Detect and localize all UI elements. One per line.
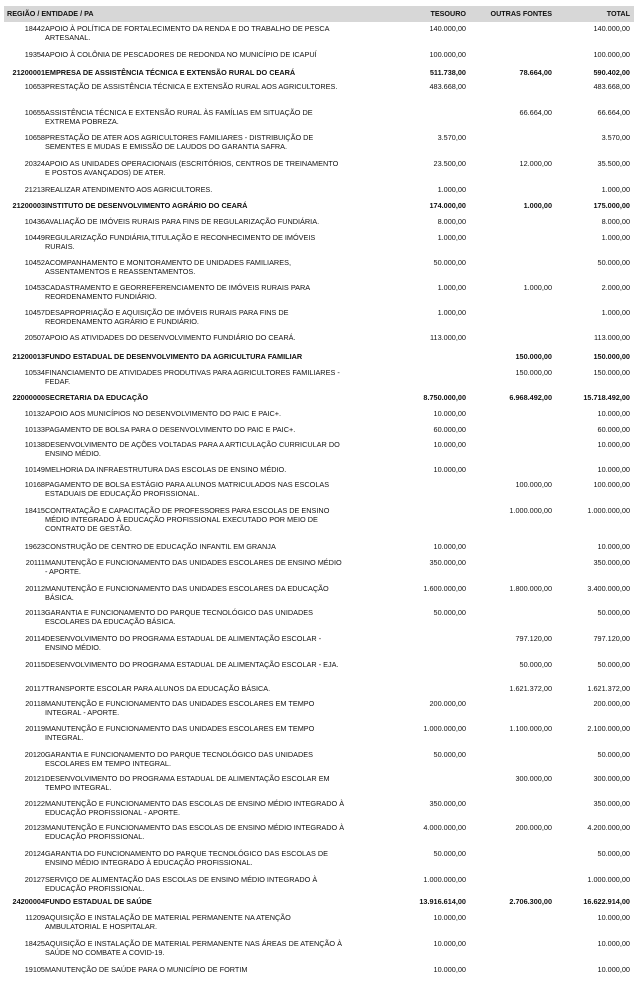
row-total: 50.000,00 [597,608,630,617]
row-description: SECRETARIA DA EDUCAÇÃO [45,393,149,402]
row-code: 20123 [24,823,45,832]
row-code: 10457 [24,308,45,317]
row-description: PRESTAÇÃO DE ATER AOS AGRICULTORES FAMILIARES - DISTRIBUIÇÃO DE SEMENTES E MUDAS E EMISSÃO DE LAUDOS DO GARANTIA SAFRA. [45,133,314,152]
row-total: 1.000,00 [601,308,630,317]
row-total: 4.200.000,00 [587,823,630,832]
row-code: 10449 [24,233,45,242]
row-code: 10133 [24,425,45,434]
row-description: MANUTENÇÃO E FUNCIONAMENTO DAS UNIDADES ESCOLARES DA EDUCAÇÃO BÁSICA. [45,584,329,603]
header-tesouro: TESOURO [430,9,466,18]
row-total: 50.000,00 [597,660,630,669]
row-description: INSTITUTO DE DESENVOLVIMENTO AGRÁRIO DO CEARÁ [45,201,248,210]
row-code: 20324 [24,159,45,168]
row-total: 2.100.000,00 [587,724,630,733]
row-total: 1.621.372,00 [587,684,630,693]
row-tesouro: 13.916.614,00 [419,897,466,906]
row-code: 20112 [25,584,45,593]
row-tesouro: 1.000,00 [437,185,466,194]
row-total: 1.000,00 [601,233,630,242]
row-total: 10.000,00 [597,440,630,449]
row-description: REALIZAR ATENDIMENTO AOS AGRICULTORES. [45,185,213,194]
row-description: GARANTIA E FUNCIONAMENTO DO PARQUE TECNOLÓGICO DAS UNIDADES ESCOLARES EM TEMPO INTEGRAL. [45,750,313,769]
row-outras-fontes: 66.664,00 [519,108,552,117]
row-code: 21200013 [12,352,45,361]
row-description: APOIO AOS MUNICÍPIOS NO DESENVOLVIMENTO DO PAIC E PAIC+. [45,409,282,418]
row-total: 200.000,00 [593,699,630,708]
row-description: MANUTENÇÃO E FUNCIONAMENTO DAS ESCOLAS DE ENSINO MÉDIO INTEGRADO À EDUCAÇÃO PROFISSIONAL - APORTE. [45,799,345,818]
row-tesouro: 10.000,00 [433,542,466,551]
row-description: MELHORIA DA INFRAESTRUTURA DAS ESCOLAS DE ENSINO MÉDIO. [45,465,287,474]
row-code: 10452 [24,258,45,267]
row-total: 3.400.000,00 [587,584,630,593]
row-total: 140.000,00 [593,24,630,33]
row-total: 50.000,00 [597,750,630,759]
row-tesouro: 10.000,00 [433,465,466,474]
row-tesouro: 10.000,00 [433,965,466,974]
row-tesouro: 1.000,00 [437,233,466,242]
row-code: 21200001 [12,68,45,77]
row-code: 10653 [24,82,45,91]
row-description: DESENVOLVIMENTO DE AÇÕES VOLTADAS PARA A ARTICULAÇÃO CURRICULAR DO ENSINO MÉDIO. [45,440,340,459]
row-tesouro: 113.000,00 [430,333,466,342]
row-tesouro: 50.000,00 [433,608,466,617]
row-total: 35.500,00 [597,159,630,168]
row-tesouro: 140.000,00 [429,24,466,33]
row-description: ACOMPANHAMENTO E MONITORAMENTO DE UNIDADES FAMILIARES, ASSENTAMENTOS E REASSENTAMENTOS. [45,258,291,277]
row-code: 20507 [24,333,45,342]
row-tesouro: 8.000,00 [437,217,466,226]
row-code: 10453 [24,283,45,292]
row-outras-fontes: 1.100.000,00 [509,724,552,733]
row-total: 1.000.000,00 [587,506,630,515]
row-code: 20119 [25,724,45,733]
row-description: DESENVOLVIMENTO DO PROGRAMA ESTADUAL DE ALIMENTAÇÃO ESCOLAR - EJA. [45,660,339,669]
row-total: 10.000,00 [597,542,630,551]
row-description: MANUTENÇÃO E FUNCIONAMENTO DAS ESCOLAS DE ENSINO MÉDIO INTEGRADO À EDUCAÇÃO PROFISSIONAL. [45,823,345,842]
row-tesouro: 4.000.000,00 [423,823,466,832]
row-code: 11209 [25,913,45,922]
row-code: 21213 [24,185,45,194]
row-total: 1.000,00 [601,185,630,194]
row-description: ASSISTÊNCIA TÉCNICA E EXTENSÃO RURAL ÀS FAMÍLIAS EM SITUAÇÃO DE EXTREMA POBREZA. [45,108,313,127]
row-tesouro: 200.000,00 [429,699,466,708]
row-code: 19623 [24,542,45,551]
row-description: DESENVOLVIMENTO DO PROGRAMA ESTADUAL DE ALIMENTAÇÃO ESCOLAR - ENSINO MÉDIO. [45,634,322,653]
row-total: 300.000,00 [593,774,630,783]
row-outras-fontes: 1.621.372,00 [509,684,552,693]
row-outras-fontes: 50.000,00 [519,660,552,669]
row-code: 20111 [25,558,45,567]
row-tesouro: 1.000,00 [437,308,466,317]
row-tesouro: 10.000,00 [433,939,466,948]
row-total: 175.000,00 [593,201,630,210]
row-total: 590.402,00 [593,68,630,77]
row-code: 20124 [24,849,45,858]
row-code: 10149 [24,465,45,474]
row-outras-fontes: 12.000,00 [519,159,552,168]
row-outras-fontes: 2.706.300,00 [509,897,552,906]
row-outras-fontes: 1.000.000,00 [509,506,552,515]
row-total: 100.000,00 [593,50,630,59]
row-tesouro: 350.000,00 [429,558,466,567]
row-description: CONTRATAÇÃO E CAPACITAÇÃO DE PROFESSORES PARA ESCOLAS DE ENSINO MÉDIO INTEGRADO À EDUCAÇÃO PROFISSIONAL EXECUTADO POR MEIO DE CONTRATO DE GESTÃO. [45,506,330,534]
row-tesouro: 100.000,00 [429,50,466,59]
row-total: 66.664,00 [597,108,630,117]
row-tesouro: 10.000,00 [433,409,466,418]
row-description: SERVIÇO DE ALIMENTAÇÃO DAS ESCOLAS DE ENSINO MÉDIO INTEGRADO À EDUCAÇÃO PROFISSIONAL. [45,875,318,894]
row-total: 60.000,00 [597,425,630,434]
row-description: FUNDO ESTADUAL DE SAÚDE [45,897,152,906]
row-code: 10436 [24,217,45,226]
row-total: 15.718.492,00 [583,393,630,402]
row-total: 16.622.914,00 [583,897,630,906]
row-description: FUNDO ESTADUAL DE DESENVOLVIMENTO DA AGRICULTURA FAMILIAR [45,352,303,361]
row-outras-fontes: 78.664,00 [519,68,552,77]
row-total: 2.000,00 [601,283,630,292]
row-description: GARANTIA DO FUNCIONAMENTO DO PARQUE TECNOLÓGICO DAS ESCOLAS DE ENSINO MÉDIO INTEGRADO À EDUCAÇÃO PROFISSIONAL. [45,849,329,868]
row-code: 20122 [24,799,45,808]
row-total: 350.000,00 [593,799,630,808]
row-code: 10168 [24,480,45,489]
row-code: 20121 [24,774,45,783]
row-description: TRANSPORTE ESCOLAR PARA ALUNOS DA EDUCAÇÃO BÁSICA. [45,684,271,693]
row-description: MANUTENÇÃO E FUNCIONAMENTO DAS UNIDADES ESCOLARES EM TEMPO INTEGRAL. [45,724,315,743]
row-total: 10.000,00 [597,939,630,948]
row-description: PRESTAÇÃO DE ASSISTÊNCIA TÉCNICA E EXTENSÃO RURAL AOS AGRICULTORES. [45,82,338,91]
row-code: 10132 [24,409,45,418]
row-tesouro: 60.000,00 [433,425,466,434]
row-description: AVALIAÇÃO DE IMÓVEIS RURAIS PARA FINS DE REGULARIZAÇÃO FUNDIÁRIA. [45,217,320,226]
row-tesouro: 50.000,00 [433,849,466,858]
row-outras-fontes: 200.000,00 [515,823,552,832]
row-total: 797.120,00 [593,634,630,643]
row-total: 350.000,00 [593,558,630,567]
row-code: 19105 [24,965,45,974]
header-outras-fontes: OUTRAS FONTES [490,9,552,18]
row-total: 3.570,00 [601,133,630,142]
row-total: 10.000,00 [597,913,630,922]
row-description: MANUTENÇÃO E FUNCIONAMENTO DAS UNIDADES ESCOLARES DE ENSINO MÉDIO - APORTE. [45,558,342,577]
table-header [4,6,634,22]
row-description: GARANTIA E FUNCIONAMENTO DO PARQUE TECNOLÓGICO DAS UNIDADES ESCOLARES DA EDUCAÇÃO BÁSICA. [45,608,313,627]
row-description: PAGAMENTO DE BOLSA ESTÁGIO PARA ALUNOS MATRICULADOS NAS ESCOLAS ESTADUAIS DE EDUCAÇÃO PROFISSIONAL. [45,480,330,499]
row-description: CADASTRAMENTO E GEORREFERENCIAMENTO DE IMÓVEIS RURAIS PARA REORDENAMENTO FUNDIÁRIO. [45,283,310,302]
row-tesouro: 483.668,00 [429,82,466,91]
row-outras-fontes: 1.800.000,00 [509,584,552,593]
row-tesouro: 511.738,00 [429,68,466,77]
row-total: 10.000,00 [597,465,630,474]
row-code: 19354 [24,50,45,59]
row-total: 113.000,00 [594,333,630,342]
row-code: 24200004 [12,897,45,906]
row-tesouro: 50.000,00 [433,258,466,267]
row-tesouro: 23.500,00 [433,159,466,168]
header-total: TOTAL [606,9,630,18]
row-tesouro: 1.000.000,00 [423,875,466,884]
row-total: 150.000,00 [593,368,630,377]
row-tesouro: 10.000,00 [433,913,466,922]
row-code: 20117 [25,684,45,693]
row-tesouro: 1.000,00 [437,283,466,292]
row-code: 20120 [24,750,45,759]
row-total: 10.000,00 [597,965,630,974]
row-code: 10655 [24,108,45,117]
row-description: APOIO AS ATIVIDADES DO DESENVOLVIMENTO FUNDIÁRIO DO CEARÁ. [45,333,296,342]
row-description: APOIO À COLÔNIA DE PESCADORES DE REDONDA NO MUNICÍPIO DE ICAPUÍ [45,50,317,59]
header-regiao: REGIÃO / ENTIDADE / PA [7,9,94,18]
row-code: 10658 [24,133,45,142]
row-outras-fontes: 1.000,00 [523,283,552,292]
row-tesouro: 174.000,00 [429,201,466,210]
row-total: 1.000.000,00 [587,875,630,884]
row-total: 50.000,00 [597,258,630,267]
row-outras-fontes: 150.000,00 [515,368,552,377]
row-description: FINANCIAMENTO DE ATIVIDADES PRODUTIVAS PARA AGRICULTORES FAMILIARES - FEDAF. [45,368,340,387]
row-code: 18425 [24,939,45,948]
row-description: EMPRESA DE ASSISTÊNCIA TÉCNICA E EXTENSÃO RURAL DO CEARÁ [45,68,296,77]
row-code: 20127 [24,875,45,884]
row-code: 18415 [24,506,45,515]
row-total: 50.000,00 [597,849,630,858]
row-total: 100.000,00 [593,480,630,489]
row-tesouro: 350.000,00 [429,799,466,808]
row-tesouro: 3.570,00 [437,133,466,142]
row-outras-fontes: 797.120,00 [515,634,552,643]
row-description: CONSTRUÇÃO DE CENTRO DE EDUCAÇÃO INFANTIL EM GRANJA [45,542,276,551]
row-code: 20114 [25,634,45,643]
row-description: APOIO AS UNIDADES OPERACIONAIS (ESCRITÓRIOS, CENTROS DE TREINAMENTO E POSTOS AVANÇADOS) DE ATER. [45,159,339,178]
row-description: AQUISIÇÃO E INSTALAÇÃO DE MATERIAL PERMANENTE NAS ÁREAS DE ATENÇÃO À SAÚDE NO COMBATE A COVID-19. [45,939,342,958]
row-description: APOIO À POLÍTICA DE FORTALECIMENTO DA RENDA E DO TRABALHO DE PESCA ARTESANAL. [45,24,330,43]
row-code: 20115 [25,660,45,669]
row-tesouro: 50.000,00 [433,750,466,759]
row-code: 22000000 [12,393,45,402]
row-code: 10138 [24,440,45,449]
row-description: DESENVOLVIMENTO DO PROGRAMA ESTADUAL DE ALIMENTAÇÃO ESCOLAR EM TEMPO INTEGRAL. [45,774,330,793]
row-tesouro: 1.600.000,00 [423,584,466,593]
row-code: 20118 [25,699,45,708]
row-description: PAGAMENTO DE BOLSA PARA O DESENVOLVIMENTO DO PAIC E PAIC+. [45,425,296,434]
row-description: AQUISIÇÃO E INSTALAÇÃO DE MATERIAL PERMANENTE NA ATENÇÃO AMBULATORIAL E HOSPITALAR. [45,913,291,932]
row-tesouro: 8.750.000,00 [423,393,466,402]
row-description: DESAPROPRIAÇÃO E AQUISIÇÃO DE IMÓVEIS RURAIS PARA FINS DE REORDENAMENTO AGRÁRIO E FUNDIÁRIO. [45,308,289,327]
row-total: 150.000,00 [593,352,630,361]
row-outras-fontes: 300.000,00 [515,774,552,783]
row-total: 10.000,00 [597,409,630,418]
row-total: 483.668,00 [593,82,630,91]
row-outras-fontes: 100.000,00 [515,480,552,489]
row-total: 8.000,00 [601,217,630,226]
row-description: MANUTENÇÃO E FUNCIONAMENTO DAS UNIDADES ESCOLARES EM TEMPO INTEGRAL - APORTE. [45,699,315,718]
row-description: REGULARIZAÇÃO FUNDIÁRIA,TITULAÇÃO E RECONHECIMENTO DE IMÓVEIS RURAIS. [45,233,316,252]
row-tesouro: 1.000.000,00 [423,724,466,733]
row-description: MANUTENÇÃO DE SAÚDE PARA O MUNICÍPIO DE FORTIM [45,965,248,974]
row-outras-fontes: 1.000,00 [523,201,552,210]
row-code: 18442 [24,24,45,33]
row-outras-fontes: 150.000,00 [515,352,552,361]
row-tesouro: 10.000,00 [433,440,466,449]
row-code: 20113 [25,608,45,617]
row-code: 10534 [24,368,45,377]
row-outras-fontes: 6.968.492,00 [509,393,552,402]
row-code: 21200003 [12,201,45,210]
